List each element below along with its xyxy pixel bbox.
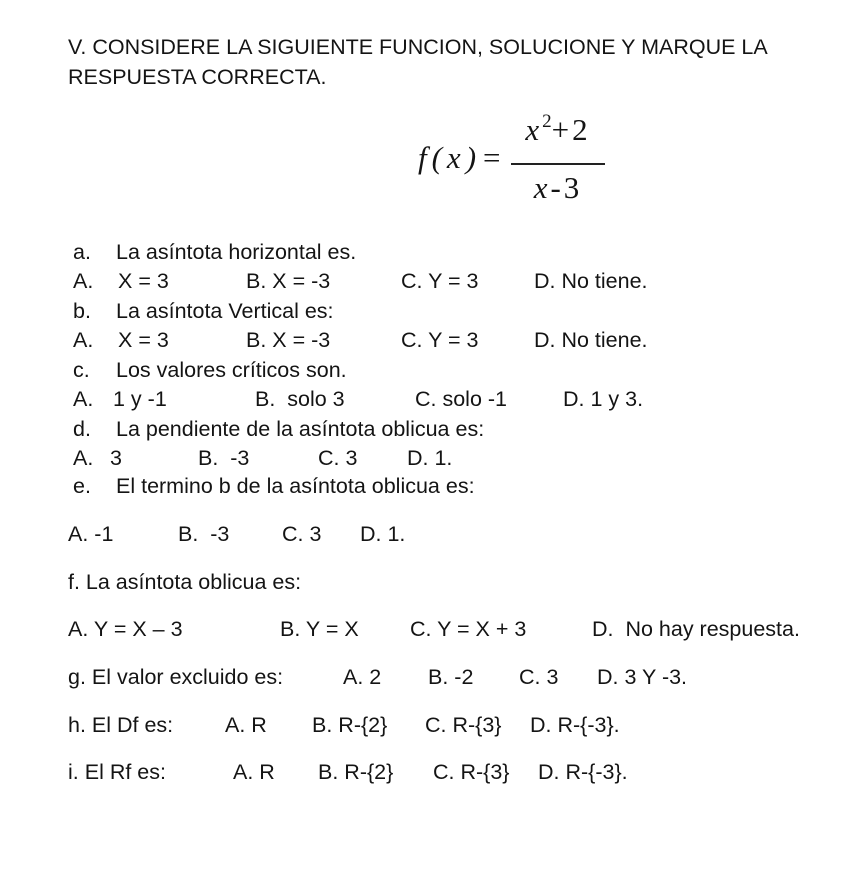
question-c-marker: c.	[73, 358, 90, 382]
option-a: A. Y = X – 3	[68, 617, 183, 641]
formula-denominator	[512, 172, 604, 203]
option-d: D. R-{-3}.	[530, 713, 620, 737]
function-formula	[0, 0, 865, 205]
option-a-text: X = 3	[118, 328, 169, 352]
question-e	[0, 473, 865, 501]
option-a-marker: A.	[73, 387, 94, 411]
option-c: C. Y = 3	[401, 269, 479, 293]
formula-lhs: f(x)=	[418, 140, 507, 175]
option-c: C. 3	[318, 446, 358, 470]
option-c: C. 3	[519, 665, 559, 689]
option-d: D. 1.	[407, 446, 453, 470]
option-c: C. 3	[282, 522, 322, 546]
question-a-text: La asíntota horizontal es.	[116, 240, 357, 264]
option-d: D. 3 Y -3.	[597, 665, 688, 689]
denominator-tail: -3	[550, 170, 583, 205]
options-row-e	[0, 521, 865, 549]
question-f-text: f. La asíntota oblicua es:	[68, 570, 302, 594]
option-b: B. Y = X	[280, 617, 359, 641]
option-d: D. No hay respuesta.	[592, 617, 800, 641]
option-b: B. R-{2}	[312, 713, 388, 737]
option-b: B. R-{2}	[318, 760, 394, 784]
question-c	[0, 357, 865, 385]
formula-numerator	[512, 110, 604, 147]
option-d: D. No tiene.	[534, 328, 648, 352]
question-g-text: g. El valor excluido es:	[68, 665, 284, 689]
question-h	[0, 712, 865, 740]
question-c-text: Los valores críticos son.	[116, 358, 347, 382]
numerator-tail: +2	[551, 112, 591, 147]
question-e-marker: e.	[73, 474, 91, 498]
options-row-c	[0, 386, 865, 414]
options-row-b	[0, 327, 865, 355]
option-a-marker: A.	[73, 446, 94, 470]
fraction-bar	[511, 163, 605, 165]
numerator-exponent: 2	[542, 110, 552, 132]
option-a-text: 3	[110, 446, 122, 470]
question-b	[0, 298, 865, 326]
options-row-f	[0, 616, 865, 644]
question-g	[0, 664, 865, 692]
question-b-text: La asíntota Vertical es:	[116, 299, 334, 323]
denominator-base: x	[533, 170, 551, 205]
option-b: B. X = -3	[246, 269, 331, 293]
question-d-text: La pendiente de la asíntota oblicua es:	[116, 417, 485, 441]
option-a: A. -1	[68, 522, 114, 546]
question-f	[0, 569, 865, 597]
question-a	[0, 239, 865, 267]
option-c: C. solo -1	[415, 387, 508, 411]
question-a-marker: a.	[73, 240, 91, 264]
question-d-marker: d.	[73, 417, 91, 441]
heading-text: RESPUESTA CORRECTA.	[68, 65, 327, 89]
option-a-text: X = 3	[118, 269, 169, 293]
question-d	[0, 416, 865, 444]
option-c: C. Y = 3	[401, 328, 479, 352]
option-c: C. R-{3}	[425, 713, 502, 737]
numerator-base: x	[525, 112, 543, 147]
question-h-text: h. El Df es:	[68, 713, 174, 737]
option-a-text: 1 y -1	[113, 387, 167, 411]
option-d: D. No tiene.	[534, 269, 648, 293]
option-a: A. R	[233, 760, 275, 784]
options-row-d	[0, 445, 865, 473]
option-b: B. -3	[198, 446, 250, 470]
option-b: B. solo 3	[255, 387, 345, 411]
option-a: A. R	[225, 713, 267, 737]
question-i-text: i. El Rf es:	[68, 760, 166, 784]
option-a: A. 2	[343, 665, 382, 689]
question-i	[0, 759, 865, 787]
heading-text: V. CONSIDERE LA SIGUIENTE FUNCION, SOLUCIONE Y MARQUE LA	[68, 35, 768, 59]
option-b: B. -2	[428, 665, 474, 689]
option-c: C. R-{3}	[433, 760, 510, 784]
option-a-marker: A.	[73, 269, 94, 293]
question-b-marker: b.	[73, 299, 91, 323]
options-row-a	[0, 268, 865, 296]
option-b: B. X = -3	[246, 328, 331, 352]
option-b: B. -3	[178, 522, 230, 546]
option-c: C. Y = X + 3	[410, 617, 527, 641]
option-d: D. R-{-3}.	[538, 760, 628, 784]
question-e-text: El termino b de la asíntota oblicua es:	[116, 474, 475, 498]
option-a-marker: A.	[73, 328, 94, 352]
option-d: D. 1.	[360, 522, 406, 546]
option-d: D. 1 y 3.	[563, 387, 644, 411]
